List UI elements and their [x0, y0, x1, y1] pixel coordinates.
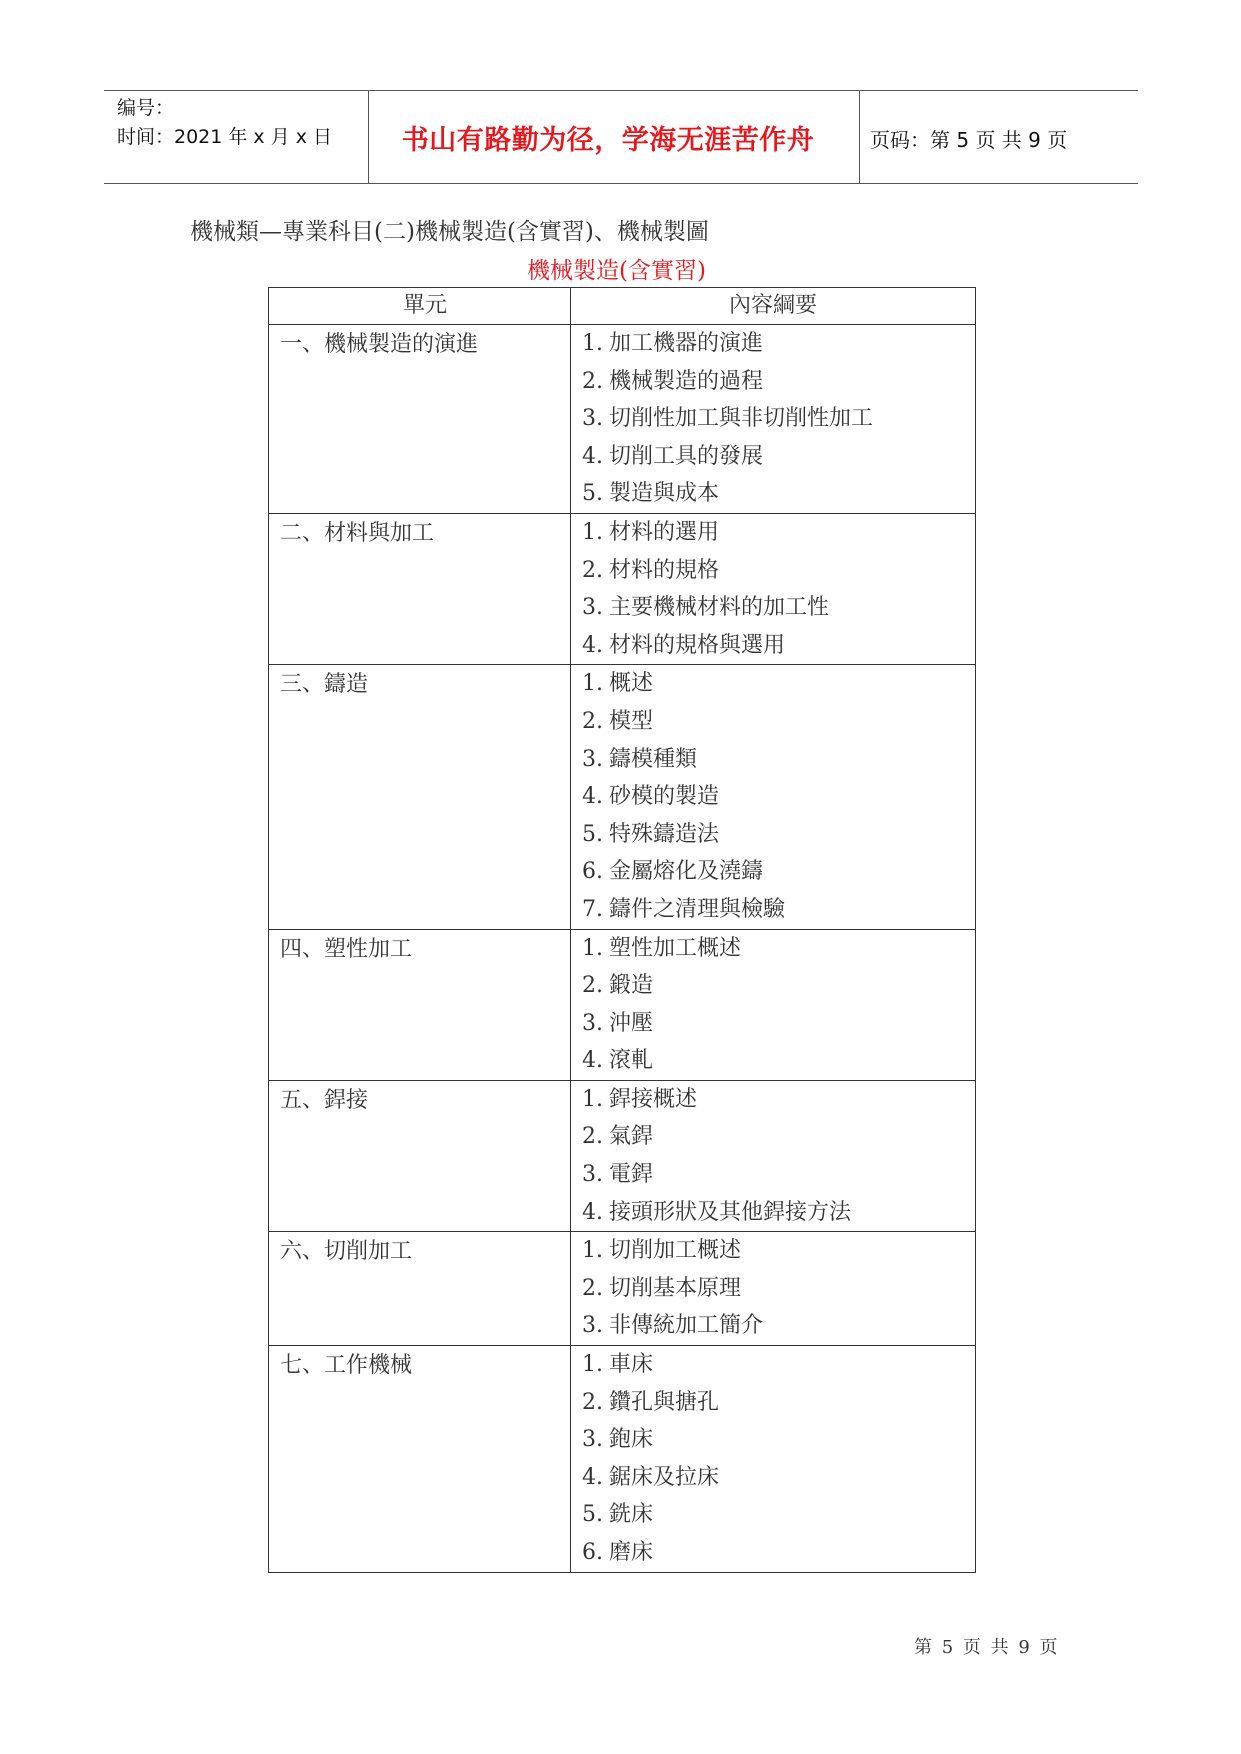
list-item-text: 鋸床及拉床	[609, 1464, 720, 1490]
list-item-text: 加工機器的演進	[609, 331, 764, 356]
list-item-text: 接頭形狀及其他銲接方法	[609, 1199, 852, 1225]
list-item-number: 1.	[582, 935, 603, 961]
list-item	[571, 552, 975, 590]
list-item	[571, 816, 975, 854]
list-item-text: 機械製造的過程	[609, 368, 764, 394]
list-item-text: 沖壓	[609, 1010, 654, 1036]
list-item-number: 2.	[582, 557, 603, 583]
unit-name: 三、鑄造	[280, 672, 369, 698]
list-item-number: 5.	[582, 481, 603, 507]
list-item-number: 2.	[582, 1389, 603, 1415]
list-item	[571, 853, 975, 891]
list-item	[571, 665, 975, 703]
list-item	[571, 1534, 975, 1572]
list-item	[571, 1232, 975, 1270]
list-item-text: 鉋床	[609, 1427, 654, 1453]
unit-name: 一、機械製造的演進	[280, 332, 479, 357]
list-item-number: 1.	[582, 1352, 603, 1378]
list-item	[571, 703, 975, 741]
list-item-number: 1.	[582, 671, 603, 697]
list-item	[571, 1118, 975, 1156]
list-item	[571, 1194, 975, 1232]
list-item	[571, 475, 975, 513]
unit-cell	[269, 1346, 571, 1573]
list-item-number: 1.	[582, 331, 603, 356]
list-item-number: 4.	[582, 1464, 603, 1490]
list-item	[571, 325, 975, 363]
list-item-text: 金屬熔化及澆鑄	[609, 859, 764, 885]
unit-name: 七、工作機械	[280, 1353, 413, 1379]
list-item-text: 材料的規格與選用	[609, 632, 786, 658]
list-item-number: 4.	[582, 443, 603, 469]
unit-cell	[269, 665, 571, 929]
list-item-number: 4.	[582, 1199, 603, 1225]
list-item	[571, 1081, 975, 1119]
list-item-number: 3.	[582, 595, 603, 621]
list-item	[571, 514, 975, 552]
outline-items-cell	[571, 929, 976, 1080]
list-item-text: 鍛造	[609, 973, 654, 999]
list-item-text: 鑄模種類	[609, 746, 698, 772]
column-header-unit: 單元	[269, 288, 571, 325]
list-item	[571, 1421, 975, 1459]
list-item-text: 概述	[609, 671, 654, 697]
list-item	[571, 589, 975, 627]
course-outline-table	[268, 287, 976, 1573]
list-item-number: 4.	[582, 1048, 603, 1074]
list-item	[571, 1270, 975, 1308]
list-item-number: 2.	[582, 973, 603, 999]
outline-items-cell	[571, 325, 976, 514]
list-item-text: 材料的選用	[609, 519, 720, 545]
list-item-text: 氣銲	[609, 1124, 654, 1150]
list-item-text: 材料的規格	[609, 557, 720, 583]
unit-cell	[269, 929, 571, 1080]
table-header-row	[269, 288, 976, 325]
list-item-number: 1.	[582, 1238, 603, 1264]
list-item-text: 滾軋	[609, 1048, 654, 1074]
list-item-number: 6.	[582, 1540, 603, 1565]
list-item-number: 2.	[582, 368, 603, 394]
list-item	[571, 1496, 975, 1534]
unit-name: 六、切削加工	[280, 1239, 413, 1265]
list-item	[571, 363, 975, 401]
document-subtitle: 機械製造(含實習)	[527, 258, 706, 284]
table-row	[269, 1232, 976, 1346]
list-item-text: 銑床	[609, 1502, 654, 1528]
list-item	[571, 891, 975, 929]
list-item-text: 非傳統加工簡介	[609, 1313, 764, 1339]
list-item-text: 切削工具的發展	[609, 443, 764, 469]
list-item	[571, 1005, 975, 1043]
list-item-text: 磨床	[609, 1540, 654, 1565]
list-item-text: 鑄件之清理與檢驗	[609, 896, 786, 922]
unit-cell	[269, 1080, 571, 1231]
unit-cell	[269, 513, 571, 664]
list-item	[571, 627, 975, 665]
list-item	[571, 967, 975, 1005]
header-meta	[117, 94, 332, 152]
header-time-label: 时间：2021 年 x 月 x 日	[117, 126, 333, 148]
list-item-text: 切削基本原理	[609, 1275, 742, 1301]
list-item	[571, 1346, 975, 1384]
list-item-number: 1.	[582, 1086, 603, 1112]
table-row	[269, 929, 976, 1080]
list-item-text: 電銲	[609, 1162, 654, 1188]
list-item-text: 特殊鑄造法	[609, 821, 720, 847]
list-item	[571, 741, 975, 779]
list-item-number: 5.	[582, 821, 603, 847]
table-row	[269, 1346, 976, 1573]
list-item-text: 銲接概述	[609, 1086, 698, 1112]
list-item-number: 5.	[582, 1502, 603, 1528]
outline-items-cell	[571, 1232, 976, 1346]
unit-cell	[269, 1232, 571, 1346]
list-item-text: 製造與成本	[609, 481, 720, 507]
header-top-rule	[104, 90, 1138, 91]
table-body	[269, 325, 976, 1573]
list-item-number: 2.	[582, 1124, 603, 1150]
list-item-number: 6.	[582, 859, 603, 885]
outline-items-cell	[571, 665, 976, 929]
list-item-text: 塑性加工概述	[609, 935, 742, 961]
list-item-text: 模型	[609, 708, 654, 734]
header-page-label: 页码：第 5 页 共 9 页	[870, 128, 1068, 152]
unit-name: 四、塑性加工	[280, 936, 413, 962]
list-item-number: 3.	[582, 406, 603, 432]
list-item	[571, 1156, 975, 1194]
list-item	[571, 1384, 975, 1422]
list-item-number: 7.	[582, 896, 603, 922]
list-item-number: 3.	[582, 746, 603, 772]
header-bottom-rule	[104, 183, 1138, 184]
list-item	[571, 1307, 975, 1345]
list-item-number: 1.	[582, 519, 603, 545]
list-item	[571, 930, 975, 968]
table-row	[269, 665, 976, 929]
list-item	[571, 438, 975, 476]
list-item	[571, 1459, 975, 1497]
list-item	[571, 778, 975, 816]
outline-items-cell	[571, 1080, 976, 1231]
list-item-text: 鑽孔與搪孔	[609, 1389, 720, 1415]
list-item-text: 砂模的製造	[609, 784, 720, 810]
column-header-outline: 內容綱要	[571, 288, 976, 325]
list-item-text: 主要機械材料的加工性	[609, 595, 830, 621]
list-item-number: 3.	[582, 1162, 603, 1188]
list-item-number: 3.	[582, 1010, 603, 1036]
footer-page-number: 第 5 页 共 9 页	[914, 1637, 1060, 1658]
list-item-text: 切削性加工與非切削性加工	[609, 406, 874, 432]
table-row	[269, 325, 976, 514]
header-number-label: 编号：	[117, 97, 175, 119]
list-item-text: 車床	[609, 1352, 654, 1378]
list-item-number: 3.	[582, 1427, 603, 1453]
outline-items-cell	[571, 513, 976, 664]
document-title: 機械類—專業科目(二)機械製造(含實習)、機械製圖	[190, 219, 709, 245]
unit-cell	[269, 325, 571, 514]
unit-name: 二、材料與加工	[280, 520, 435, 546]
list-item-number: 4.	[582, 784, 603, 810]
list-item	[571, 400, 975, 438]
list-item	[571, 1042, 975, 1080]
header-divider-right	[859, 91, 860, 183]
table-row	[269, 1080, 976, 1231]
list-item-number: 2.	[582, 1275, 603, 1301]
outline-items-cell	[571, 1346, 976, 1573]
list-item-number: 2.	[582, 708, 603, 734]
list-item-number: 4.	[582, 632, 603, 658]
list-item-number: 3.	[582, 1313, 603, 1339]
header-motto: 书山有路勤为径，学海无涯苦作舟	[401, 125, 815, 156]
list-item-text: 切削加工概述	[609, 1238, 742, 1264]
unit-name: 五、銲接	[280, 1087, 369, 1113]
table-row	[269, 513, 976, 664]
